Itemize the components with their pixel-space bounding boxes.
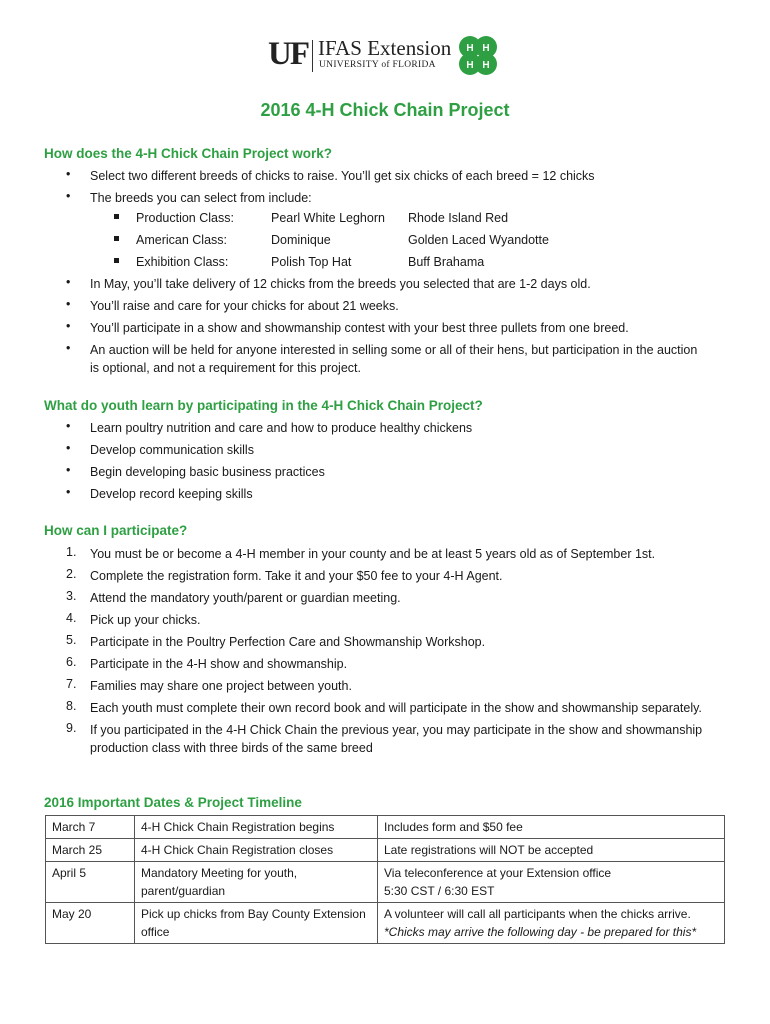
list-item: You’ll raise and care for your chicks for about 21 weeks. <box>90 299 399 313</box>
list-item: You’ll participate in a show and showmanship contest with your best three pullets from one breed. <box>90 321 629 335</box>
list-item: Develop communication skills <box>90 443 254 457</box>
breed-class: Production Class: <box>136 211 234 225</box>
table-row <box>46 839 725 862</box>
list-item: Attend the mandatory youth/parent or guardian meeting. <box>90 591 401 605</box>
list-number: 4. <box>66 611 77 625</box>
square-bullet-icon <box>114 214 119 219</box>
bullet-icon: • <box>66 275 71 289</box>
list-item: Participate in the 4-H show and showmanship. <box>90 657 348 671</box>
breed-option: Golden Laced Wyandotte <box>408 233 549 247</box>
bullet-icon: • <box>66 419 71 433</box>
list-item: Families may share one project between youth. <box>90 679 352 693</box>
bullet-icon: • <box>66 485 71 499</box>
section-heading-timeline: 2016 Important Dates & Project Timeline <box>44 795 302 810</box>
logo-divider <box>312 40 313 72</box>
list-item: You must be or become a 4-H member in your county and be at least 5 years old as of September 1st. <box>90 547 656 561</box>
note-cell: Via teleconference at your Extension office 5:30 CST / 6:30 EST <box>378 862 725 903</box>
note-cell: Includes form and $50 fee <box>378 816 725 839</box>
list-number: 9. <box>66 721 77 735</box>
svg-text:H: H <box>466 60 474 71</box>
square-bullet-icon <box>114 236 119 241</box>
bullet-icon: • <box>66 319 71 333</box>
section-heading-how-participate: How can I participate? <box>44 523 188 538</box>
date-cell: March 7 <box>46 816 135 839</box>
list-item: Pick up your chicks. <box>90 613 201 627</box>
svg-text:H: H <box>466 43 474 54</box>
table-row <box>46 816 725 839</box>
list-item: Select two different breeds of chicks to raise. You’ll get six chicks of each breed = 12 chicks <box>90 169 595 183</box>
list-item-continuation: is optional, and not a requirement for this project. <box>90 361 361 375</box>
list-number: 8. <box>66 699 77 713</box>
list-number: 3. <box>66 589 77 603</box>
list-item: Learn poultry nutrition and care and how to produce healthy chickens <box>90 421 473 435</box>
breed-option: Pearl White Leghorn <box>271 211 385 225</box>
table-row <box>46 862 725 903</box>
date-cell: May 20 <box>46 903 135 944</box>
event-cell: 4-H Chick Chain Registration closes <box>135 839 378 862</box>
event-cell: Mandatory Meeting for youth, parent/guardian <box>135 862 378 903</box>
svg-text:H: H <box>482 60 490 71</box>
list-item: Complete the registration form. Take it and your $50 fee to your 4-H Agent. <box>90 569 503 583</box>
list-item: If you participated in the 4-H Chick Chain the previous year, you may participate in the show and showmanship <box>90 723 703 737</box>
bullet-icon: • <box>66 189 71 203</box>
uf-wordmark: UF <box>268 36 308 72</box>
note-cell: Late registrations will NOT be accepted <box>378 839 725 862</box>
list-item: Participate in the Poultry Perfection Care and Showmanship Workshop. <box>90 635 486 649</box>
list-item: Develop record keeping skills <box>90 487 253 501</box>
breed-option: Dominique <box>271 233 331 247</box>
university-text: UNIVERSITY of FLORIDA <box>319 60 436 70</box>
breed-class: Exhibition Class: <box>136 255 229 269</box>
section-heading-what-youth-learn: What do youth learn by participating in the 4-H Chick Chain Project? <box>44 398 483 413</box>
timeline-table <box>45 815 725 944</box>
event-cell: 4-H Chick Chain Registration begins <box>135 816 378 839</box>
ifas-extension-text: IFAS Extension <box>318 36 452 60</box>
list-number: 7. <box>66 677 77 691</box>
svg-text:H: H <box>482 43 490 54</box>
list-item: The breeds you can select from include: <box>90 191 312 205</box>
bullet-icon: • <box>66 441 71 455</box>
list-item: In May, you’ll take delivery of 12 chicks from the breeds you selected that are 1-2 days old. <box>90 277 591 291</box>
bullet-icon: • <box>66 463 71 477</box>
note-cell: A volunteer will call all participants when the chicks arrive. *Chicks may arrive the following day - be prepared for this* <box>378 903 725 944</box>
list-number: 5. <box>66 633 77 647</box>
list-item: Each youth must complete their own record book and will participate in the show and showmanship separately. <box>90 701 702 715</box>
list-number: 2. <box>66 567 77 581</box>
list-item: An auction will be held for anyone interested in selling some or all of their hens, but participation in the auction <box>90 343 698 357</box>
bullet-icon: • <box>66 167 71 181</box>
list-item-continuation: production class with three birds of the same breed <box>90 741 373 755</box>
list-number: 1. <box>66 545 77 559</box>
bullet-icon: • <box>66 297 71 311</box>
breed-option: Polish Top Hat <box>271 255 352 269</box>
breed-option: Buff Brahama <box>408 255 485 269</box>
event-cell: Pick up chicks from Bay County Extension office <box>135 903 378 944</box>
list-number: 6. <box>66 655 77 669</box>
4h-clover-icon <box>455 34 501 80</box>
bullet-icon: • <box>66 341 71 355</box>
date-cell: March 25 <box>46 839 135 862</box>
section-heading-how-it-works: How does the 4-H Chick Chain Project work? <box>44 146 333 161</box>
table-row <box>46 903 725 944</box>
breed-option: Rhode Island Red <box>408 211 509 225</box>
square-bullet-icon <box>114 258 119 263</box>
breed-class: American Class: <box>136 233 227 247</box>
list-item: Begin developing basic business practices <box>90 465 325 479</box>
page-title: 2016 4-H Chick Chain Project <box>260 100 510 120</box>
date-cell: April 5 <box>46 862 135 903</box>
